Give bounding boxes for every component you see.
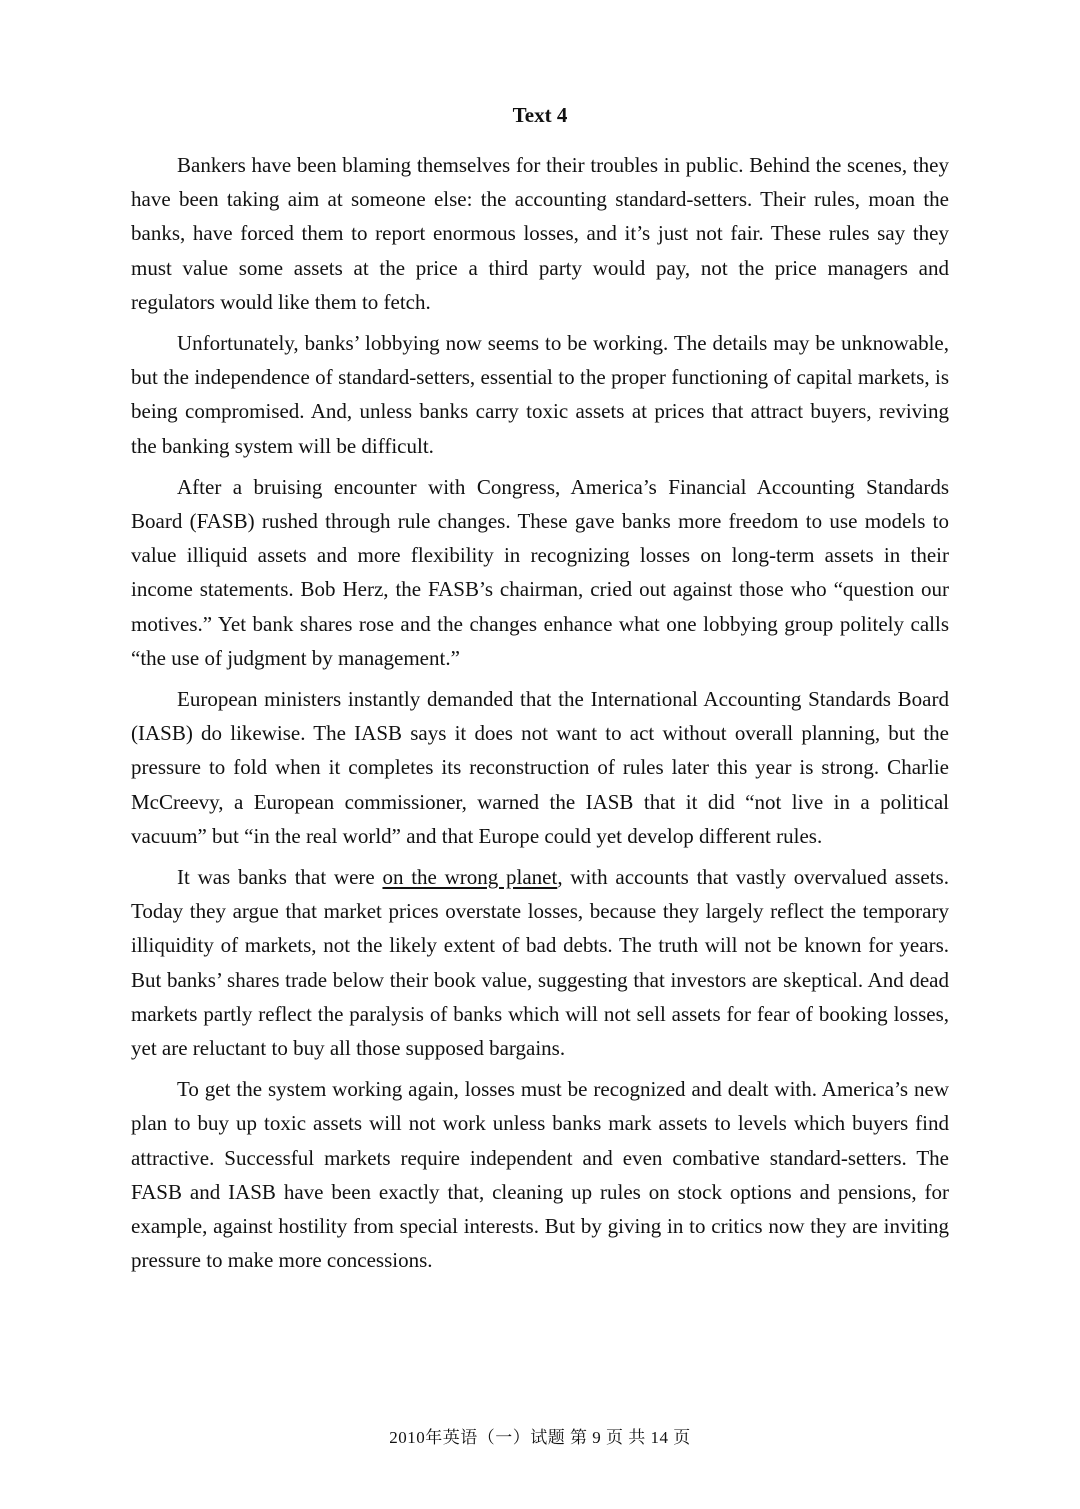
page-footer: 2010年英语（一）试题 第 9 页 共 14 页 — [389, 1428, 691, 1447]
paragraph-3: After a bruising encounter with Congress, America’s Financial Accounting Standards Board (FASB) rushed through rule changes. These gave banks more freedom to use models to value illiquid assets and more flexibility in recognizing losses on long-term assets in their income statements. Bob Herz, the FASB’s chairman, cried out against those who “question our motives.” Yet bank shares rose and the changes enhance what one lobbying group politely calls “the use of judgment by management.” — [131, 474, 949, 670]
text-title: Text 4 — [512, 103, 568, 127]
paragraph-2: Unfortunately, banks’ lobbying now seems to be working. The details may be unknowable, but the independence of standard-setters, essential to the proper functioning of capital markets, is being compromised. And, unless banks carry toxic assets at prices that attract buyers, reviving the banking system will be difficult. — [131, 331, 949, 458]
article-body — [131, 148, 949, 1285]
paragraph-5-lead: It was banks that were — [177, 865, 383, 890]
paragraph-5-rest: , with accounts that vastly overvalued assets. Today they argue that market prices overstate losses, because they largely reflect the temporary illiquidity of markets, not the likely extent of bad debts. The truth will not be known for years. But banks’ shares trade below their book value, suggesting that investors are skeptical. And dead markets partly reflect the paralysis of banks which will not sell assets for fear of booking losses, yet are reluctant to buy all those supposed bargains. — [131, 865, 949, 1061]
paragraph-4: European ministers instantly demanded that the International Accounting Standards Board (IASB) do likewise. The IASB says it does not want to act without overall planning, but the pressure to fold when it completes its reconstruction of rules later this year is strong. Charlie McCreevy, a European commissioner, warned the IASB that it did “not live in a political vacuum” but “in the real world” and that Europe could yet develop different rules. — [131, 687, 949, 848]
paragraph-1: Bankers have been blaming themselves for their troubles in public. Behind the scenes, they have been taking aim at someone else: the accounting standard-setters. Their rules, moan the banks, have forced them to report enormous losses, and it’s just not fair. These rules say they must value some assets at the price a third party would pay, not the price managers and regulators would like them to fetch. — [131, 153, 949, 314]
paragraph-5 — [131, 860, 949, 1065]
paragraph-6: To get the system working again, losses must be recognized and dealt with. America’s new plan to buy up toxic assets will not work unless banks mark assets to levels which buyers find attractive. Successful markets require independent and even combative standard-setters. The FASB and IASB have been exactly that, cleaning up rules on stock options and pensions, for example, against hostility from special interests. But by giving in to critics now they are inviting pressure to make more concessions. — [131, 1077, 949, 1273]
underlined-phrase: on the wrong planet — [382, 865, 558, 890]
